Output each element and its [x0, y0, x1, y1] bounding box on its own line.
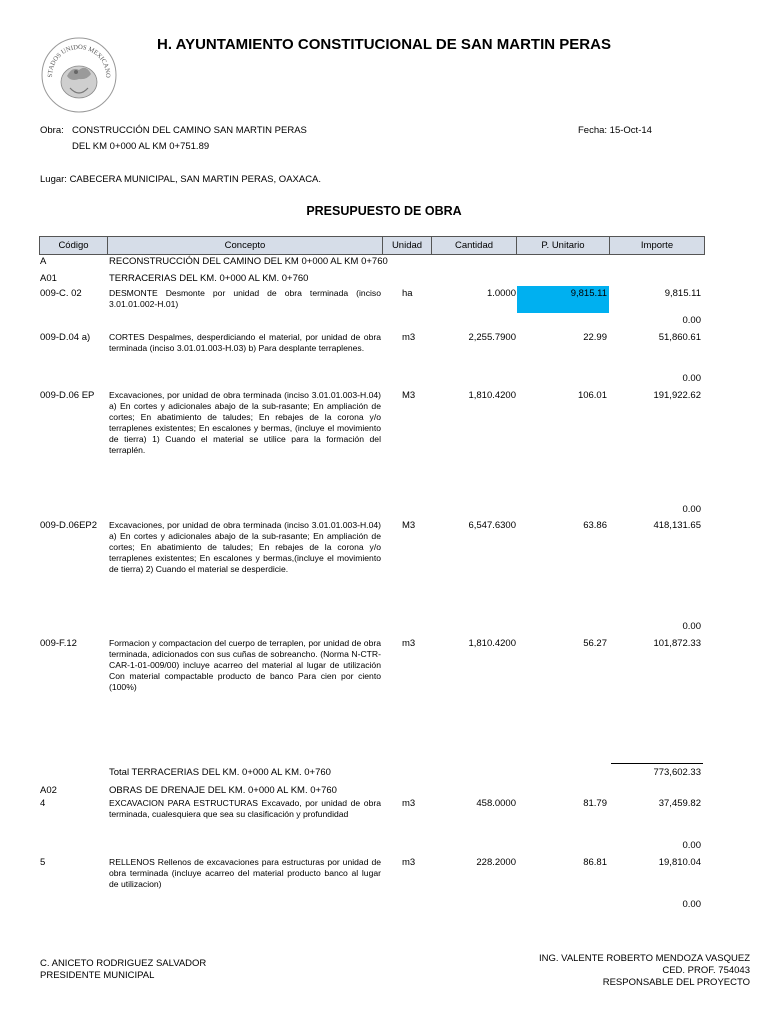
qty-r2: 2,255.7900 [468, 332, 516, 343]
qty-r3: 1,810.4200 [468, 390, 516, 401]
total-rule [611, 763, 703, 764]
concept-r2: CORTES Despalmes, desperdiciando el material, por unidad de obra terminada (inciso 3.01.01.003-H.03) b) Para desplante terraplenes. [109, 332, 381, 353]
concept-r6: EXCAVACION PARA ESTRUCTURAS Excavado, por unidad de obra terminada, cualesquiera que sea su clasificación y profundidad [109, 798, 381, 819]
concept-a01: TERRACERIAS DEL KM. 0+000 AL KM. 0+760 [109, 273, 309, 284]
unit-r5: m3 [402, 638, 416, 649]
unit-r2: m3 [402, 332, 416, 343]
col-punitario: P. Unitario [517, 237, 610, 254]
price-r6: 81.79 [583, 798, 607, 809]
concept-r7: RELLENOS Rellenos de excavaciones para estructuras por unidad de obra terminada (incluye acarreo del material producto banco al lugar de utilizacion) [109, 857, 381, 889]
obra-line-2: DEL KM 0+000 AL KM 0+751.89 [72, 141, 210, 152]
subtotal-r7: 0.00 [682, 899, 701, 910]
code-r6: 4 [40, 798, 46, 809]
subtotal-r1: 0.00 [682, 315, 701, 326]
code-r4: 009-D.06EP2 [40, 520, 98, 531]
signatory-left-title: PRESIDENTE MUNICIPAL [40, 970, 155, 981]
qty-r7: 228.2000 [476, 857, 516, 868]
lugar: Lugar: CABECERA MUNICIPAL, SAN MARTIN PERAS, OAXACA. [40, 174, 322, 185]
subtotal-r3: 0.00 [682, 504, 701, 515]
subtotal-r2: 0.00 [682, 373, 701, 384]
col-importe: Importe [640, 240, 674, 251]
price-r4: 63.86 [583, 520, 607, 531]
price-r5: 56.27 [583, 638, 607, 649]
signatory-right-name: ING. VALENTE ROBERTO MENDOZA VASQUEZ [539, 953, 750, 964]
amount-r4: 418,131.65 [653, 520, 701, 531]
subtotal-r4: 0.00 [682, 621, 701, 632]
code-a02: A02 [40, 785, 57, 796]
concept-r5: Formacion y compactacion del cuerpo de terraplen, por unidad de obra terminada, adicionados con sus cuñas de sobreancho. (Norma N-CTR-CAR-1-01-009/00) incluye acarreo del material al lugar de utilización Con material compactable producto de banco Para cien por ciento (100%) [109, 638, 381, 692]
total-a01-amount: 773,602.33 [653, 767, 701, 778]
amount-r6: 37,459.82 [658, 798, 701, 809]
code-r5: 009-F.12 [40, 638, 77, 649]
amount-r7: 19,810.04 [658, 857, 701, 868]
col-codigo: Código [40, 237, 108, 254]
code-r2: 009-D.04 a) [40, 332, 91, 343]
concept-a: RECONSTRUCCIÓN DEL CAMINO DEL KM 0+000 AL KM 0+760 [109, 256, 388, 267]
amount-r3: 191,922.62 [653, 390, 701, 401]
price-r3: 106.01 [577, 390, 607, 401]
code-a: A [40, 256, 47, 267]
code-r3: 009-D.06 EP [40, 390, 95, 401]
code-r7: 5 [40, 857, 46, 868]
signatory-left-name: C. ANICETO RODRIGUEZ SALVADOR [40, 958, 207, 969]
municipality-title: H. AYUNTAMIENTO CONSTITUCIONAL DE SAN MARTIN PERAS [157, 36, 611, 53]
total-a01-label: Total TERRACERIAS DEL KM. 0+000 AL KM. 0+760 [109, 767, 331, 778]
unit-r3: M3 [402, 390, 416, 401]
col-unidad: Unidad [383, 237, 432, 254]
price-r2: 22.99 [583, 332, 607, 343]
price-r1: 9,815.11 [570, 288, 607, 299]
concept-r4: Excavaciones, por unidad de obra terminada (inciso 3.01.01.003-H.04) a) En cortes y adicionales abajo de la sub-rasante; En ampliación de cortes; En abatimiento de taludes; En rebajes de la corona y/o terraplenes existentes; En escalones y bermas,(incluye el movimiento de tierra) 2) Cuando el material se desperdicie. [109, 520, 381, 574]
qty-r4: 6,547.6300 [468, 520, 516, 531]
subtotal-r6: 0.00 [682, 840, 701, 851]
code-r1: 009-C. 02 [40, 288, 82, 299]
unit-r7: m3 [402, 857, 416, 868]
qty-r6: 458.0000 [476, 798, 516, 809]
fecha: Fecha: 15-Oct-14 [578, 125, 652, 136]
table-header [39, 236, 705, 255]
amount-r5: 101,872.33 [653, 638, 701, 649]
qty-r1: 1.0000 [486, 288, 516, 299]
concept-a02: OBRAS DE DRENAJE DEL KM. 0+000 AL KM. 0+760 [109, 785, 337, 796]
code-a01: A01 [40, 273, 57, 284]
price-r7: 86.81 [583, 857, 607, 868]
document-title: PRESUPUESTO DE OBRA [306, 204, 462, 218]
concept-r3: Excavaciones, por unidad de obra terminada (inciso 3.01.01.003-H.04) a) En cortes y adicionales abajo de la sub-rasante; En ampliación de cortes; En abatimiento de taludes; En rebajes de la corona y/o terraplenes existentes; En escalones y bermas, (incluye el movimiento de tierra) 1) Cuando el material se utilice para la formación del terraplén. [109, 390, 381, 455]
col-cantidad: Cantidad [432, 237, 517, 254]
amount-r2: 51,860.61 [658, 332, 701, 343]
svg-text:ESTADOS UNIDOS MEXICANOS: STADOS UNIDOS MEXICANO [46, 43, 112, 78]
qty-r5: 1,810.4200 [468, 638, 516, 649]
obra-line-1: CONSTRUCCIÓN DEL CAMINO SAN MARTIN PERAS [72, 125, 307, 136]
signatory-right-ced: CED. PROF. 754043 [662, 965, 750, 976]
unit-r4: M3 [402, 520, 416, 531]
unit-r6: m3 [402, 798, 416, 809]
obra-label: Obra: [40, 125, 64, 136]
col-concepto: Concepto [108, 237, 383, 254]
amount-r1: 9,815.11 [664, 288, 701, 299]
concept-r1: DESMONTE Desmonte por unidad de obra terminada (inciso 3.01.01.002-H.01) [109, 288, 381, 309]
unit-r1: ha [402, 288, 413, 299]
signatory-right-title: RESPONSABLE DEL PROYECTO [602, 977, 750, 988]
